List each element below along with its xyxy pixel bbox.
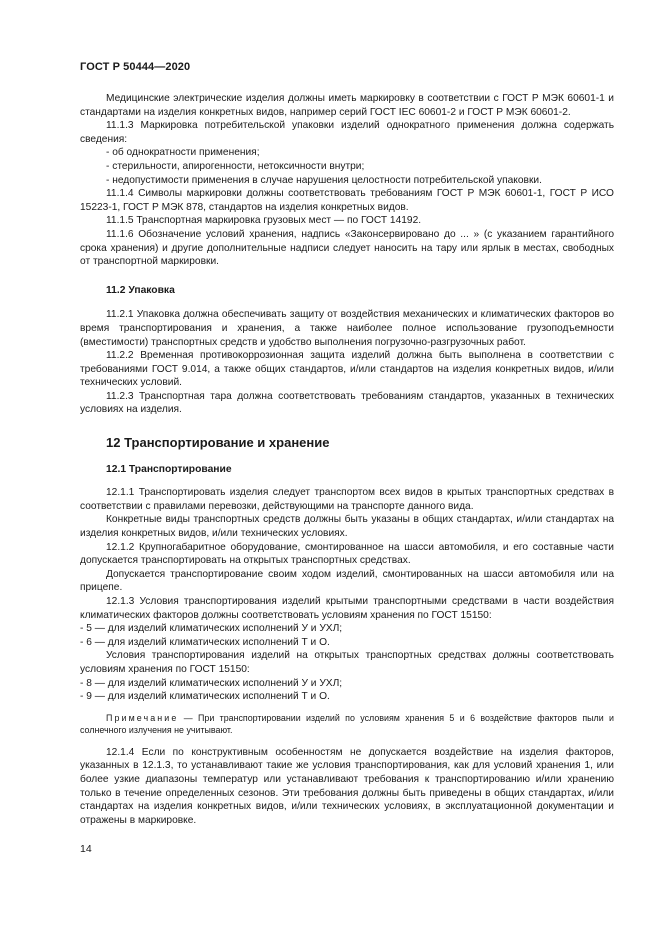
note bbox=[80, 712, 614, 736]
section-heading-11-2: 11.2 Упаковка bbox=[106, 284, 175, 296]
list-item: - 5 — для изделий климатических исполнений У и УХЛ; bbox=[80, 623, 343, 635]
paragraph-11-1-3: 11.1.3 Маркировка потребительской упаковки изделий однократного применения должна содержать сведения: bbox=[80, 120, 614, 145]
list-item: - недопустимости применения в случае нарушения целостности потребительской упаковки. bbox=[106, 174, 542, 186]
section-heading-12-1: 12.1 Транспортирование bbox=[106, 463, 232, 475]
paragraph-transport-types: Конкретные виды транспортных средств должны быть указаны в общих стандартах, и/или стандартах на изделия конкретных видов, и/или технических условиях. bbox=[80, 514, 614, 540]
paragraph-11-2-2: 11.2.2 Временная противокоррозионная защита изделий должна быть выполнена в соответствии с требованиями ГОСТ 9.014, а также общих стандартов, и/или стандартов на изделия конкретных видов, и/или технических условий. bbox=[80, 350, 614, 389]
document-header: ГОСТ Р 50444—2020 bbox=[80, 61, 191, 73]
paragraph-marking-medical: Медицинские электрические изделия должны иметь маркировку в соответствии с ГОСТ Р МЭК 60601-1 и стандартами на изделия конкретных видов, например серий ГОСТ IEC 60601-2 и ГОСТ Р МЭК 60601-2. bbox=[80, 93, 614, 118]
section-heading-12: 12 Транспортирование и хранение bbox=[106, 435, 330, 451]
list-item: - стерильности, апирогенности, нетоксичности внутри; bbox=[106, 160, 365, 172]
list-item: - 6 — для изделий климатических исполнений Т и О. bbox=[80, 636, 330, 648]
note-label: Примечание bbox=[106, 712, 179, 723]
paragraph-open-transport: Условия транспортирования изделий на открытых транспортных средствах должны соответствовать условиям хранения по ГОСТ 15150: bbox=[80, 650, 614, 675]
paragraph-11-2-3: 11.2.3 Транспортная тара должна соответствовать требованиям стандартов, указанных в технических условиях на изделия. bbox=[80, 390, 614, 416]
page-number: 14 bbox=[80, 843, 92, 855]
paragraph-12-1-3: 12.1.3 Условия транспортирования изделий крытыми транспортными средствами в части воздействия климатических факторов должны соответствовать условиям хранения по ГОСТ 15150: bbox=[80, 596, 614, 621]
paragraph-12-1-4: 12.1.4 Если по конструктивным особенностям не допускается воздействие на изделия факторов, указанных в 12.1.3, то устанавливают такие же условия транспортирования, как для условий хранения 1, или более узкие диапазоны температур или устанавливают требования к транспортированию и/или хранению только в течение определенных сезонов. Эти требования должны быть приведены в общих стандартах, и/или стандартах на изделия конкретных видов, и/или технических условиях, в эксплуатационной документации и отражены в маркировке. bbox=[80, 746, 614, 826]
paragraph-self-propelled: Допускается транспортирование своим ходом изделий, смонтированных на шасси автомобиля или на прицепе. bbox=[80, 568, 614, 594]
paragraph-11-2-1: 11.2.1 Упаковка должна обеспечивать защиту от воздействия механических и климатических факторов во время транспортирования и хранения, а также наиболее полное использование грузоподъемности (вместимости) транспортных средств и удобство выполнения погрузочно-разгрузочных работ. bbox=[80, 309, 614, 348]
paragraph-11-1-6: 11.1.6 Обозначение условий хранения, надпись «Законсервировано до ... » (с указанием гарантийного срока хранения) и другие дополнительные надписи следует наносить на тару или ярлык в местах, свободных от транспортной маркировки. bbox=[80, 228, 614, 268]
paragraph-12-1-2: 12.1.2 Крупногабаритное оборудование, смонтированное на шасси автомобиля, и его составные части допускается транспортировать на открытых транспортных средствах. bbox=[80, 541, 614, 567]
list-item: - об однократности применения; bbox=[106, 147, 260, 159]
paragraph-12-1-1: 12.1.1 Транспортировать изделия следует транспортом всех видов в крытых транспортных средствах в соответствии с правилами перевозки, действующими на транспорте данного вида. bbox=[80, 487, 614, 512]
paragraph-11-1-5: 11.1.5 Транспортная маркировка грузовых мест — по ГОСТ 14192. bbox=[106, 215, 422, 227]
document-body bbox=[80, 92, 614, 827]
note-text: — При транспортировании изделий по условиям хранения 5 и 6 воздействие факторов пыли и солнечного излучения не учитывают. bbox=[80, 712, 614, 735]
list-item: - 9 — для изделий климатических исполнений Т и О. bbox=[80, 691, 330, 703]
list-item: - 8 — для изделий климатических исполнений У и УХЛ; bbox=[80, 677, 343, 689]
paragraph-11-1-4: 11.1.4 Символы маркировки должны соответствовать требованиям ГОСТ Р МЭК 60601-1, ГОСТ Р ИСО 15223-1, ГОСТ Р МЭК 878, стандартов на изделия конкретных видов. bbox=[80, 188, 614, 213]
